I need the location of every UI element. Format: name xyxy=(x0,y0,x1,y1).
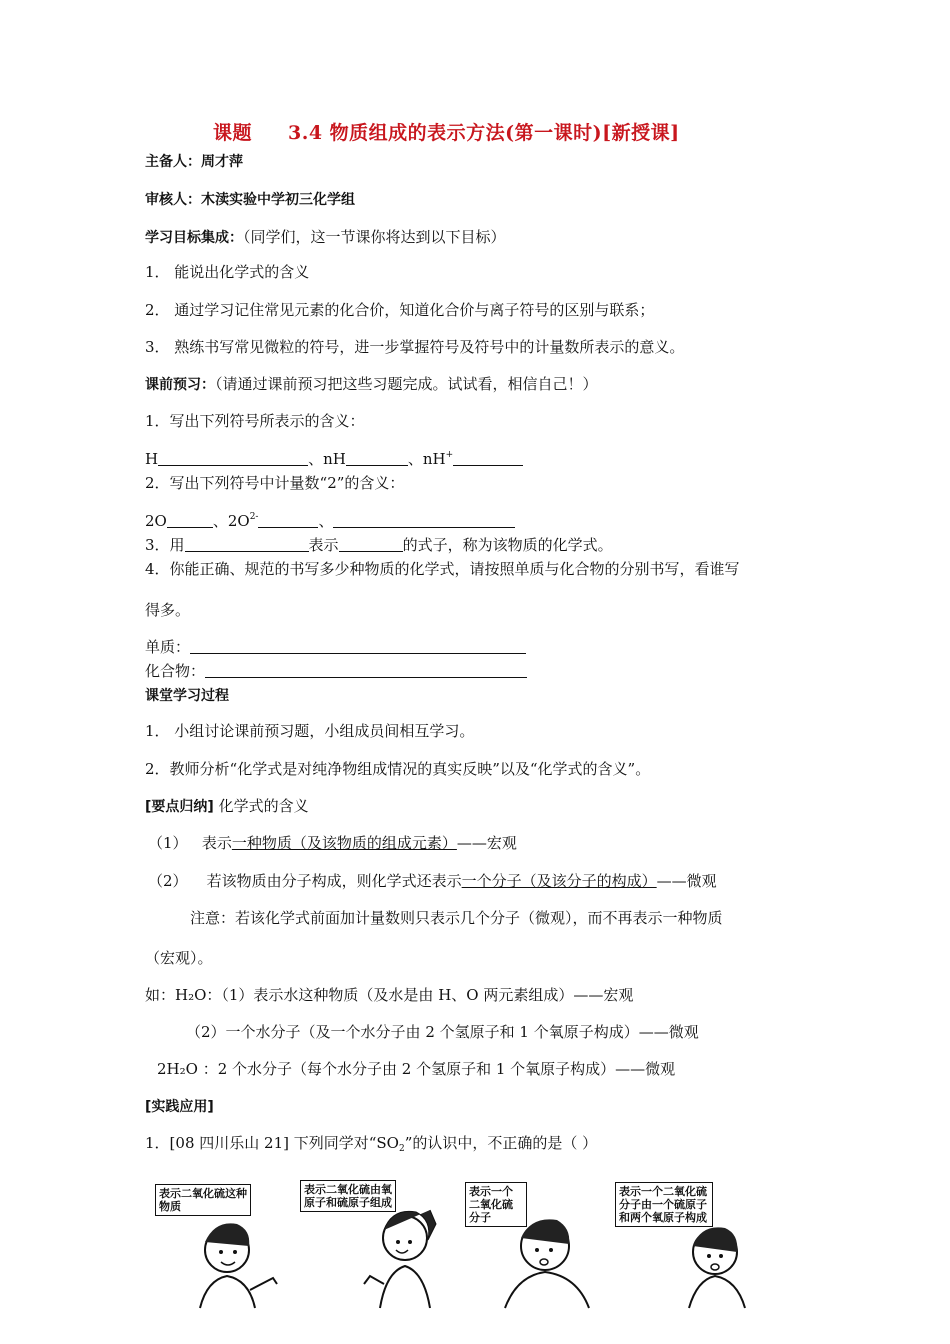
answer-blank[interactable] xyxy=(346,450,408,466)
author-line: 主备人：周才萍 xyxy=(145,154,243,170)
key-points: [要点归纳] 化学式的含义 xyxy=(145,797,309,815)
answer-blank[interactable] xyxy=(158,450,308,466)
answer-blank[interactable] xyxy=(190,638,526,654)
preview-q4: 4．你能正确、规范的书写多少种物质的化学式，请按照单质与化合物的分别书写，看谁写 xyxy=(145,560,740,578)
answer-blank[interactable] xyxy=(339,536,403,552)
answer-blank[interactable] xyxy=(333,512,515,528)
goal-item: 3． 熟练书写常见微粒的符号，进一步掌握符号及符号中的计量数所表示的意义。 xyxy=(145,338,685,356)
cartoon-student-2 xyxy=(300,1180,450,1310)
preview-q1: 1．写出下列符号所表示的含义： xyxy=(145,412,365,430)
answer-blank[interactable] xyxy=(205,662,527,678)
preview-q3: 3．用 表示 的式子，称为该物质的化学式。 xyxy=(145,536,613,554)
preview-q2: 2．写出下列符号中计量数“2”的含义： xyxy=(145,474,405,492)
goal-item: 2． 通过学习记住常见元素的化合价，知道化合价与离子符号的区别与联系； xyxy=(145,301,655,319)
compounds-line: 化合物： xyxy=(145,661,527,681)
answer-blank[interactable] xyxy=(185,536,309,552)
note-line: 注意：若该化学式前面加计量数则只表示几个分子（微观），而不再表示一种物质 xyxy=(190,909,723,927)
student-figure xyxy=(615,1180,765,1310)
answer-blank[interactable] xyxy=(258,512,318,528)
meaning-2: （2） 若该物质由分子构成，则化学式还表示一个分子（及该分子的构成）——微观 xyxy=(148,872,717,890)
cartoon-student-3 xyxy=(465,1180,615,1310)
student-figure xyxy=(300,1180,450,1310)
reviewer-line: 审核人：木渎实验中学初三化学组 xyxy=(145,192,355,208)
preview-q1-answers: H 、nH 、nH+ xyxy=(145,449,523,469)
answer-blank[interactable] xyxy=(167,512,213,528)
meaning-1: （1） 表示一种物质（及该物质的组成元素）——宏观 xyxy=(148,834,517,852)
page-title: 课题 3.4 物质组成的表示方法(第一课时)[新授课] xyxy=(213,122,680,144)
example-line: （2）一个水分子（及一个水分子由 2 个氢原子和 1 个氧原子构成）——微观 xyxy=(186,1023,699,1041)
goal-item: 1． 能说出化学式的含义 xyxy=(145,263,310,281)
student-figure xyxy=(155,1180,295,1310)
preview-heading: 课前预习：（请通过课前预习把这些习题完成。试试看，相信自己！） xyxy=(145,375,598,393)
preview-q2-answers: 2O 、$2O^{2-}$ 、 xyxy=(145,511,515,531)
speech-bubble: 表示一个二氧化硫分子 xyxy=(465,1182,527,1227)
speech-bubble: 表示二氧化硫由氧原子和硫原子组成 xyxy=(300,1180,396,1212)
speech-bubble: 表示二氧化硫这种物质 xyxy=(155,1184,251,1216)
preview-q4-cont: 得多。 xyxy=(145,601,191,619)
example-line: 2H₂O ：2 个水分子（每个水分子由 2 个氢原子和 1 个氧原子构成）——微观 xyxy=(157,1060,676,1078)
process-item: 2．教师分析“化学式是对纯净物组成情况的真实反映”以及“化学式的含义”。 xyxy=(145,760,651,778)
speech-bubble: 表示一个二氧化硫分子由一个硫原子和两个氧原子构成 xyxy=(615,1182,713,1227)
process-heading: 课堂学习过程 xyxy=(145,688,229,704)
student-figure xyxy=(465,1180,615,1310)
example-line: 如：H₂O：（1）表示水这种物质（及水是由 H、O 两元素组成）——宏观 xyxy=(145,986,634,1004)
note-line: （宏观）。 xyxy=(145,949,213,967)
answer-blank[interactable] xyxy=(453,450,523,466)
goals-heading: 学习目标集成：（同学们，这一节课你将达到以下目标） xyxy=(145,228,506,246)
process-item: 1． 小组讨论课前预习题，小组成员间相互学习。 xyxy=(145,722,475,740)
cartoon-student-1 xyxy=(155,1180,295,1310)
practice-q1: 1．[08 四川乐山 21] 下列同学对“$SO_2$”的认识中，不正确的是（ ） xyxy=(145,1134,598,1154)
cartoon-student-4 xyxy=(615,1180,765,1310)
elements-line: 单质： xyxy=(145,637,526,657)
practice-heading: [实践应用] xyxy=(145,1099,214,1115)
